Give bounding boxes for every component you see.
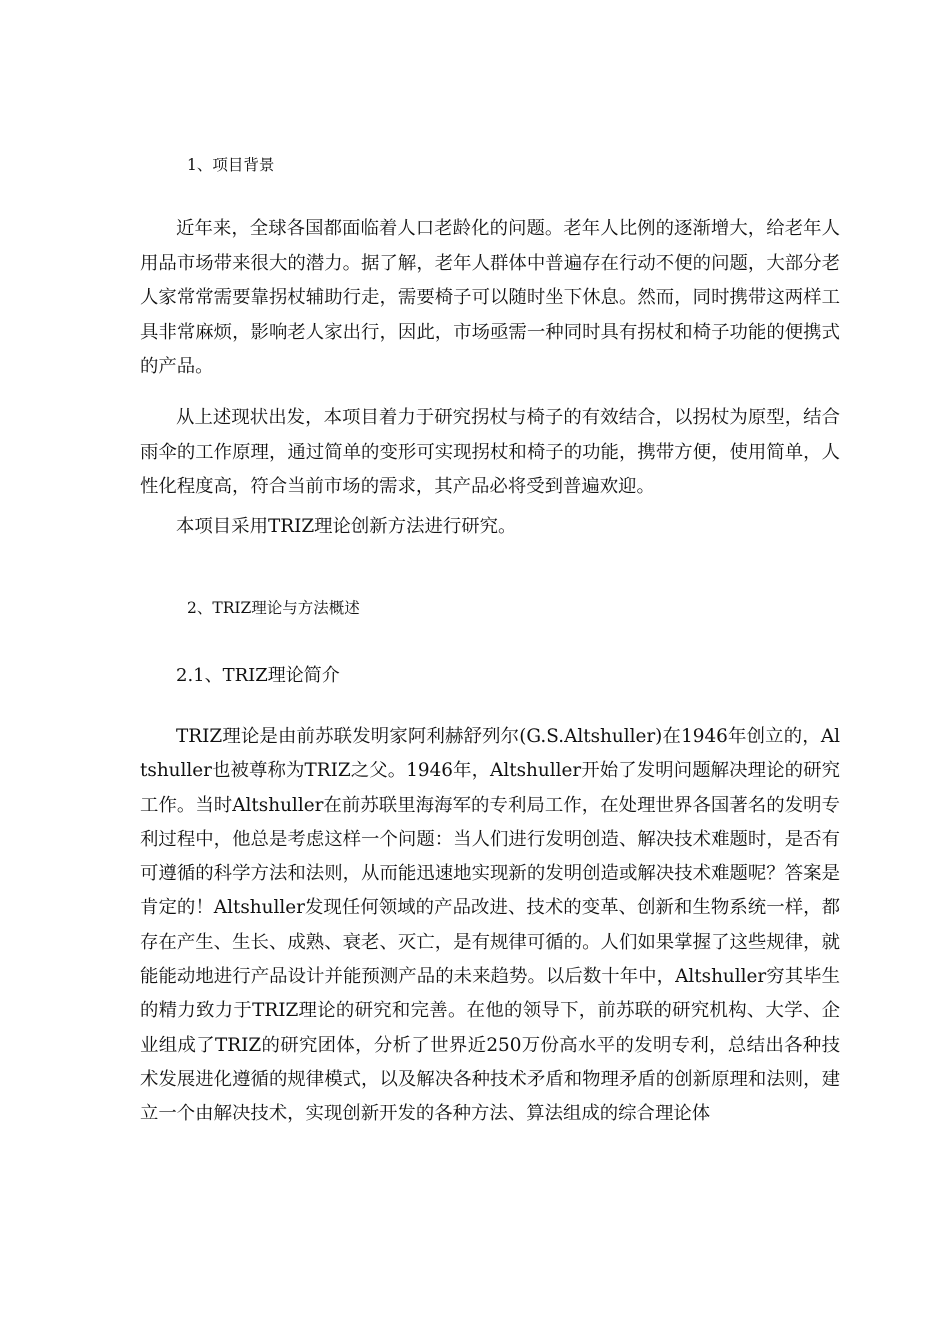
paragraph-background-1: 近年来，全球各国都面临着人口老龄化的问题。老年人比例的逐渐增大，给老年人用品市场带来很大的潜力。据了解，老年人群体中普遍存在行动不便的问题，大部分老人家常常需要靠拐杖辅助行走，需要椅子可以随时坐下休息。然而，同时携带这两样工具非常麻烦，影响老人家出行，因此，市场亟需一种同时具有拐杖和椅子功能的便携式的产品。	[140, 218, 840, 378]
section-heading-triz-overview: 2、TRIZ理论与方法概述	[187, 599, 360, 617]
subsection-heading-triz-intro: 2.1、TRIZ理论简介	[176, 665, 340, 686]
paragraph-background-3: 本项目采用TRIZ理论创新方法进行研究。	[176, 516, 517, 537]
paragraph-triz-intro: TRIZ理论是由前苏联发明家阿利赫舒列尔(G.S.Altshuller)在1946年创立的，Altshuller也被尊称为TRIZ之父。1946年，Altshuller开始了发明问题解决理论的研究工作。当时Altshuller在前苏联里海海军的专利局工作，在处理世界各国著名的发明专利过程中，他总是考虑这样一个问题：当人们进行发明创造、解决技术难题时，是否有可遵循的科学方法和法则，从而能迅速地实现新的发明创造或解决技术难题呢？答案是肯定的！Altshuller发现任何领域的产品改进、技术的变革、创新和生物系统一样，都存在产生、生长、成熟、衰老、灭亡，是有规律可循的。人们如果掌握了这些规律，就能能动地进行产品设计并能预测产品的未来趋势。以后数十年中，Altshuller穷其毕生的精力致力于TRIZ理论的研究和完善。在他的领导下，前苏联的研究机构、大学、企业组成了TRIZ的研究团体，分析了世界近250万份高水平的发明专利，总结出各种技术发展进化遵循的规律模式，以及解决各种技术矛盾和物理矛盾的创新原理和法则，建立一个由解决技术，实现创新开发的各种方法、算法组成的综合理论体	[140, 726, 840, 1125]
section-heading-project-background: 1、项目背景	[187, 156, 275, 174]
paragraph-background-2: 从上述现状出发，本项目着力于研究拐杖与椅子的有效结合，以拐杖为原型，结合雨伞的工作原理，通过简单的变形可实现拐杖和椅子的功能，携带方便，使用简单，人性化程度高，符合当前市场的需求，其产品必将受到普遍欢迎。	[140, 407, 840, 498]
